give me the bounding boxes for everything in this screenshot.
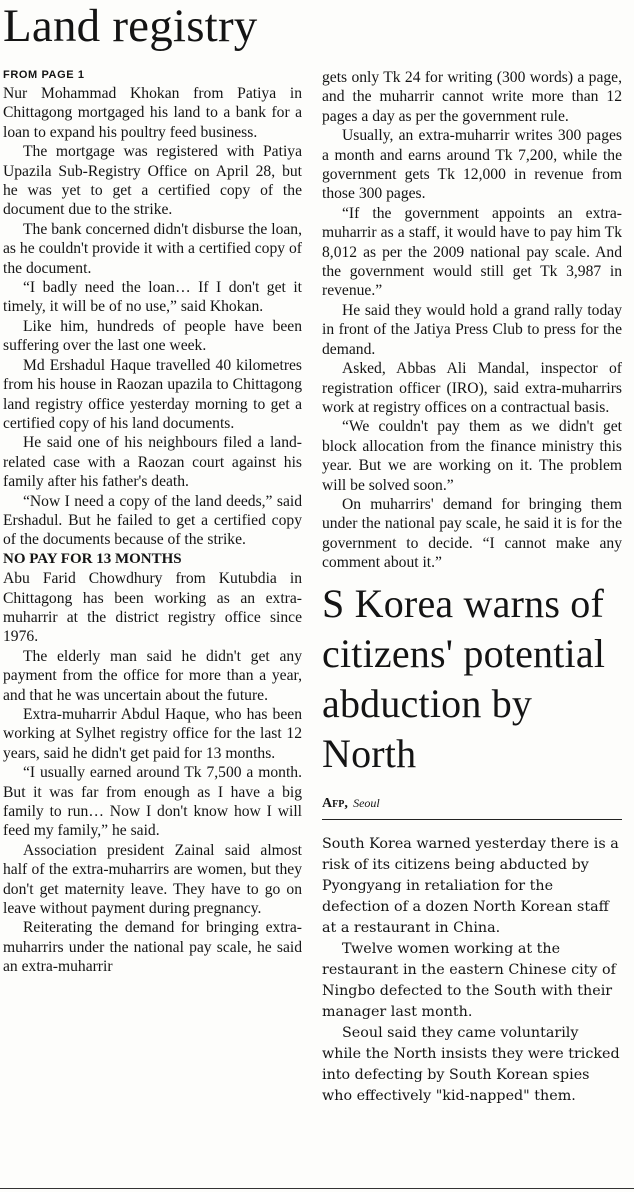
right-column xyxy=(322,68,622,1107)
byline xyxy=(322,793,622,820)
paragraph: The bank concerned didn't disburse the loan, as he couldn't provide it with a certified copy of the document. xyxy=(3,220,302,277)
paragraph: The mortgage was registered with Patiya Upazila Sub-Registry Office on April 28, but he was yet to get a certified copy of the document due to the strike. xyxy=(3,143,302,219)
bottom-rule xyxy=(0,1188,634,1189)
byline-agency: Afp, xyxy=(322,795,348,811)
paragraph: gets only Tk 24 for writing (300 words) a page, and the muharrir cannot write more than 12 pages a day as per the government rule. xyxy=(322,69,622,125)
paragraph: Extra-muharrir Abdul Haque, who has been working at Sylhet registry office for the last 12 years, said he didn't get paid for 13 months. xyxy=(3,706,302,762)
paragraph: Abu Farid Chowdhury from Kutubdia in Chittagong has been working as an extra-muharrir at the district registry office since 1976. xyxy=(3,570,302,646)
paragraph: On muharrirs' demand for bringing them under the national pay scale, he said it is for the government to decide. “I cannot make any comment about it.” xyxy=(322,495,622,572)
paragraph: Usually, an extra-muharrir writes 300 pages a month and earns around Tk 7,200, while the government gets Tk 12,000 in revenue from those 300 pages. xyxy=(322,127,622,203)
paragraph: Md Ershadul Haque travelled 40 kilometres from his house in Raozan upazila to Chittagong land registry office yesterday morning to get a certified copy of his land documents. xyxy=(3,356,302,432)
left-column xyxy=(3,68,302,977)
byline-place: Seoul xyxy=(353,795,380,810)
paragraph: “We couldn't pay them as we didn't get block allocation from the finance ministry this year. But we are working on it. The problem will be solved soon.” xyxy=(322,418,622,494)
subhead: NO PAY FOR 13 MONTHS xyxy=(3,550,182,567)
story-headline: Land registry xyxy=(3,0,258,52)
paragraph: The elderly man said he didn't get any payment from the office for more than a year, and that he was uncertain about the future. xyxy=(3,647,302,704)
paragraph: “Now I need a copy of the land deeds,” said Ershadul. But he failed to get a certified copy of the documents because of the strike. xyxy=(3,492,302,549)
paragraph: “I badly need the loan… If I don't get it timely, it will be of no use,” said Khokan. xyxy=(3,279,302,316)
second-story-headline: S Korea warns of citizens' potential abduction by North xyxy=(322,580,606,776)
paragraph: He said one of his neighbours filed a land-related case with a Raozan court against his family after his father's death. xyxy=(3,434,302,491)
kicker: FROM PAGE 1 xyxy=(3,69,85,81)
paragraph: South Korea warned yesterday there is a risk of its citizens being abducted by Pyongyang in retaliation for the defection of a dozen North Korean staff at a restaurant in China. xyxy=(322,835,619,936)
paragraph: Reiterating the demand for bringing extra-muharrirs under the national pay scale, he said an extra-muharrir xyxy=(3,919,302,976)
second-story-body xyxy=(322,834,622,1107)
paragraph: Seoul said they came voluntarily while the North insists they were tricked into defecting by South Korean spies who effectively "kid-napped" them. xyxy=(322,1024,620,1104)
paragraph: Like him, hundreds of people have been suffering over the last one week. xyxy=(3,317,302,355)
paragraph: “If the government appoints an extra-muharrir as a staff, it would have to pay him Tk 8,012 as per the 2009 national pay scale. And the government would still get Tk 3,987 in revenue.” xyxy=(322,204,622,300)
paragraph: “I usually earned around Tk 7,500 a month. But it was far from enough as I have a big family to run… Now I don't know how I will feed my family,” he said. xyxy=(3,764,302,840)
paragraph: He said they would hold a grand rally today in front of the Jatiya Press Club to press for the demand. xyxy=(322,301,622,358)
paragraph: Association president Zainal said almost half of the extra-muharrirs are women, but they don't get maternity leave. They have to go on leave without payment during pregnancy. xyxy=(3,841,302,918)
paragraph: Nur Mohammad Khokan from Patiya in Chittagong mortgaged his land to a bank for a loan to expand his poultry feed business. xyxy=(3,85,302,141)
paragraph: Asked, Abbas Ali Mandal, inspector of registration officer (IRO), said extra-muharrirs work at registry offices on a contractual basis. xyxy=(322,360,622,416)
paragraph: Twelve women working at the restaurant in the eastern Chinese city of Ningbo defected to the South with their manager last month. xyxy=(322,940,616,1020)
